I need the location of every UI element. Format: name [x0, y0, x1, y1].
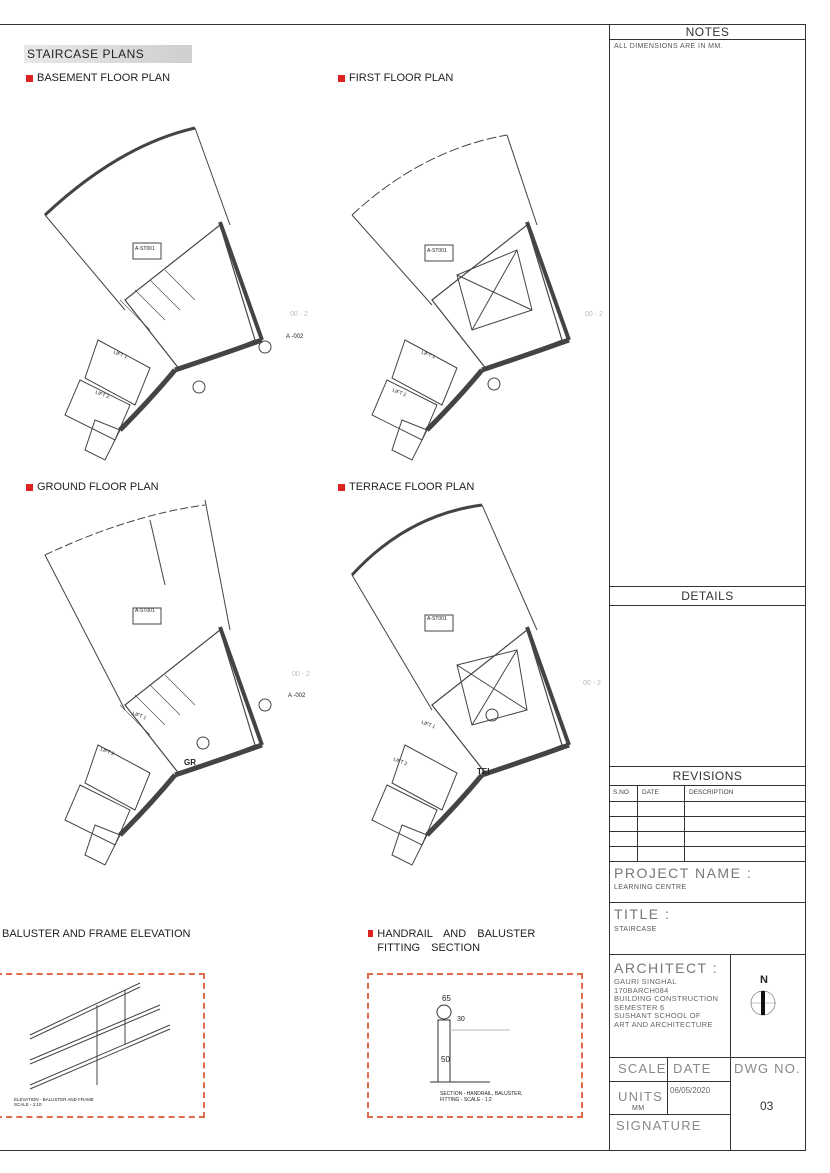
divider	[610, 586, 805, 587]
rev-col-description: DESCRIPTION	[689, 789, 734, 796]
detail-caption: SECTION - HANDRAIL, BALUSTER, FITTING - SCALE - 1:2	[440, 1091, 523, 1103]
architect-line: BUILDING CONSTRUCTION	[614, 994, 719, 1003]
section-mark: 00 - 2	[290, 311, 308, 318]
plan-title: GROUND FLOOR PLAN	[37, 481, 159, 493]
title-label: TITLE :	[614, 906, 671, 922]
notes-text: ALL DIMENSIONS ARE IN MM.	[614, 43, 723, 50]
lift-label: LIFT 2	[99, 746, 115, 758]
lift-label: LIFT 2	[94, 389, 110, 401]
plan-title: TERRACE FLOOR PLAN	[349, 481, 475, 493]
baluster-elevation-drawing	[0, 975, 205, 1115]
date-label: DATE	[673, 1061, 712, 1076]
architect-line: GAURI SINGHAL	[614, 977, 677, 986]
page-title: STAIRCASE PLANS	[24, 45, 192, 63]
date-value: 06/05/2020	[670, 1086, 711, 1095]
scale-label: SCALE	[618, 1061, 667, 1076]
lift-label: LIFT 1	[112, 349, 128, 361]
detail-caption: ELEVATION - BALUSTER AND FRAME SCALE - 1:10	[14, 1097, 94, 1107]
architect-line: 170BARCH084	[614, 985, 669, 995]
details-heading: DETAILS	[681, 589, 734, 603]
north-arrow-icon	[748, 988, 778, 1018]
architect-label: ARCHITECT :	[614, 960, 719, 976]
architect-line: ART AND ARCHITECTURE	[614, 1019, 713, 1029]
rev-col-sno: S.NO	[613, 789, 629, 796]
divider	[610, 902, 805, 903]
section-mark: 00 - 2	[292, 671, 310, 678]
architect-line: SEMESTER 6	[614, 1002, 665, 1012]
divider	[610, 1057, 805, 1058]
architect-details	[614, 978, 718, 1029]
signature-label: SIGNATURE	[616, 1118, 702, 1133]
detail-label-handrail	[368, 927, 583, 955]
notes-heading: NOTES	[685, 25, 730, 39]
lift-label: LIFT 2	[392, 756, 408, 768]
stair-callout: A-ST001	[427, 616, 447, 622]
revisions-heading: REVISIONS	[672, 769, 743, 783]
lift-label: LIFT 2	[391, 387, 407, 399]
project-value: LEARNING CENTRE	[614, 884, 687, 891]
revisions-table	[610, 785, 805, 861]
dim-65: 65	[442, 994, 451, 1003]
divider	[610, 766, 805, 767]
dim-30: 30	[457, 1016, 465, 1023]
divider	[610, 954, 805, 955]
bullet-square-icon	[368, 930, 373, 937]
plan-title: BASEMENT FLOOR PLAN	[37, 72, 171, 84]
units-value: MM	[632, 1105, 645, 1112]
lift-label: LIFT 1	[420, 719, 436, 731]
plan-title: FIRST FLOOR PLAN	[349, 72, 454, 84]
lift-label: LIFT 1	[131, 710, 147, 722]
title-value: STAIRCASE	[614, 926, 657, 933]
units-label: UNITS	[618, 1089, 663, 1104]
stair-callout: A-ST001	[135, 246, 155, 252]
title-block	[609, 24, 806, 1151]
divider	[610, 605, 805, 606]
north-label: N	[760, 974, 768, 986]
project-label: PROJECT NAME :	[614, 865, 753, 881]
plan-tag: A -002	[288, 693, 306, 699]
divider	[610, 39, 805, 40]
detail-title: HANDRAIL AND BALUSTER FITTING SECTION	[377, 928, 536, 954]
section-mark: 00 - 2	[583, 680, 601, 687]
section-mark: 00 - 2	[585, 311, 603, 318]
lift-label: LIFT 1	[420, 349, 436, 361]
dwg-label: DWG NO.	[734, 1061, 801, 1076]
dwg-value: 03	[760, 1099, 774, 1113]
plan-tag: A -002	[286, 334, 304, 340]
floor-mark: TEI	[477, 767, 490, 776]
floor-mark: GR	[184, 758, 196, 767]
dim-50: 50	[441, 1055, 450, 1064]
stair-callout: A-ST001	[135, 608, 155, 614]
rev-col-date: DATE	[642, 789, 659, 796]
detail-title: BALUSTER AND FRAME ELEVATION	[2, 928, 191, 940]
architect-line: SUSHANT SCHOOL OF	[614, 1011, 701, 1020]
detail-label-baluster	[2, 928, 190, 940]
stair-callout: A-ST001	[427, 248, 447, 254]
handrail-section-drawing	[430, 990, 550, 1100]
